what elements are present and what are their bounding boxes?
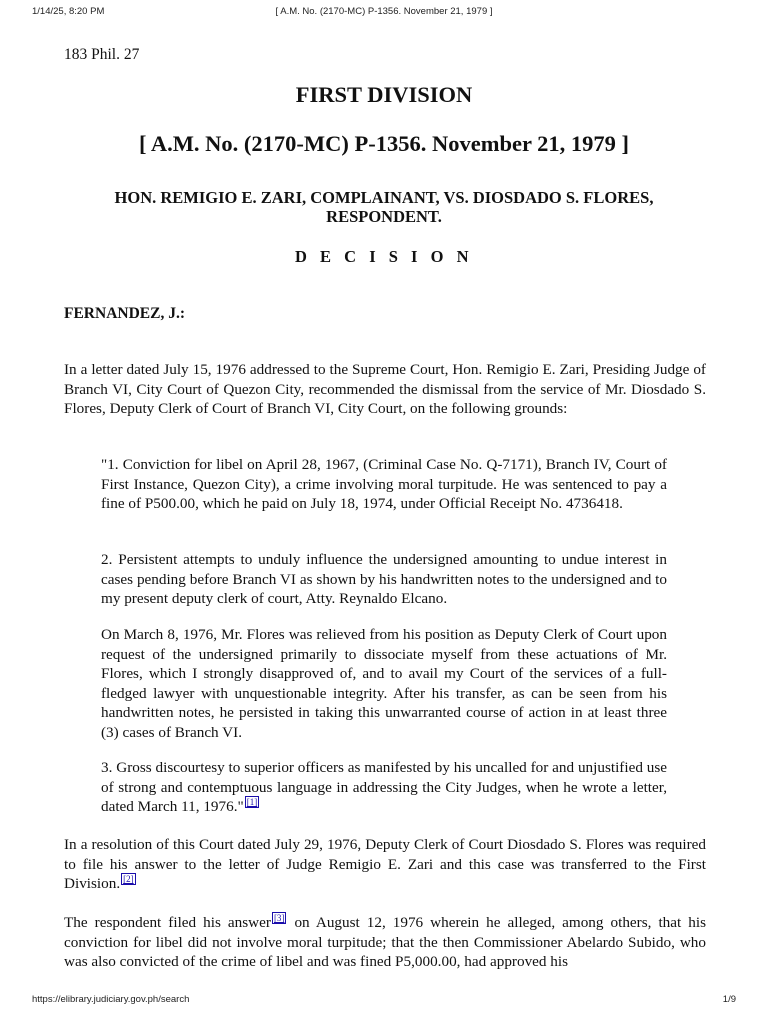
body-paragraph-1: In a letter dated July 15, 1976 addressed to the Supreme Court, Hon. Remigio E. Zari, Presiding Judge of Branch VI, City Court of Quezon City, recommended the dismissal from the service of Mr. Diosdado S. Flores, Deputy Clerk of Court of Branch VI, City Court, on the following grounds: — [64, 361, 706, 417]
footnote-link-3[interactable]: [3] — [273, 912, 285, 923]
print-footer — [0, 994, 768, 1008]
body-paragraph-3-start: The respondent filed his answer — [64, 914, 271, 931]
print-datetime: 1/14/25, 8:20 PM — [32, 6, 105, 17]
case-number-heading: [ A.M. No. (2170-MC) P-1356. November 21, 1979 ] — [138, 131, 630, 156]
body-paragraph-3-rest: on August 12, 1976 wherein he alleged, among others, that his conviction for libel did not involve moral turpitude; that the then Commissioner Abelardo Subido, who was also convicted of the crime of libel and was fined P5,000.00, had approved his — [64, 914, 706, 970]
print-document-title: [ A.M. No. (2170-MC) P-1356. November 21, 1979 ] — [275, 6, 493, 17]
print-page-count: 1/9 — [722, 994, 736, 1005]
body-paragraph-3 — [64, 913, 706, 972]
case-citation: 183 Phil. 27 — [64, 46, 140, 63]
parties-heading: HON. REMIGIO E. ZARI, COMPLAINANT, VS. DIOSDADO S. FLORES, RESPONDENT. — [114, 188, 654, 226]
body-paragraph-2 — [64, 835, 706, 894]
division-heading: FIRST DIVISION — [295, 82, 473, 107]
quoted-ground-3-text: 3. Gross discourtesy to superior officers as manifested by his uncalled for and unjustified use of strong and contemptuous language in addressing the City Judges, when he wrote a letter, dated March 11, 1976." — [101, 759, 667, 815]
footnote-link-1[interactable]: [1] — [246, 796, 258, 807]
quoted-ground-2-continued: On March 8, 1976, Mr. Flores was relieved from his position as Deputy Clerk of Court upon request of the undersigned primarily to dissociate myself from these actuations of Mr. Flores, which I strongly disapproved of, and to avail my Court of the services of a full-fledged lawyer with unquestionable integrity. After his transfer, as can be seen from his handwritten notes, he persisted in taking this unwarranted course of action in at least three (3) cases of Branch VI. — [101, 626, 667, 741]
decision-heading: D E C I S I O N — [295, 247, 473, 266]
quoted-ground-3 — [101, 758, 667, 817]
print-source-url: https://elibrary.judiciary.gov.ph/search — [32, 994, 190, 1005]
ponente: FERNANDEZ, J.: — [64, 305, 185, 322]
quoted-ground-2: 2. Persistent attempts to unduly influence the undersigned amounting to undue interest in cases pending before Branch VI as shown by his handwritten notes to the undersigned and to my present deputy clerk of court, Atty. Reynaldo Elcano. — [101, 551, 667, 607]
quoted-ground-1: "1. Conviction for libel on April 28, 1967, (Criminal Case No. Q-7171), Branch IV, Court of First Instance, Quezon City), a crime involving moral turpitude. He was sentenced to pay a fine of P500.00, which he paid on July 18, 1974, under Official Receipt No. 4736418. — [101, 456, 667, 512]
body-paragraph-2-text: In a resolution of this Court dated July 29, 1976, Deputy Clerk of Court Diosdado S. Flores was required to file his answer to the letter of Judge Remigio E. Zari and this case was transferred to the First Division. — [64, 836, 706, 892]
footnote-link-2[interactable]: [2] — [123, 873, 134, 884]
